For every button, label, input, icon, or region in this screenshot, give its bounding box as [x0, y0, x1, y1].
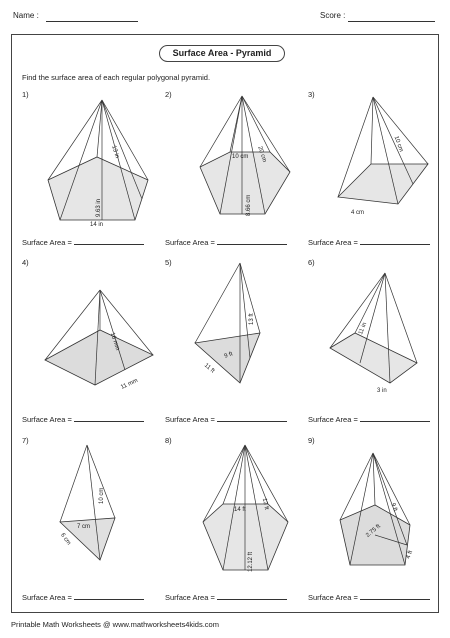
dimension-label: 11 mm [120, 377, 139, 391]
dimension-label: 11 ft [202, 362, 216, 375]
dimension-label: 12.12 ft [248, 551, 254, 572]
dimension-label: 16 mm [108, 331, 121, 352]
problem-number: 6) [308, 258, 315, 267]
score-field[interactable] [348, 21, 435, 22]
problem-number: 3) [308, 90, 315, 99]
answer-row [22, 592, 144, 602]
footer-credit: Printable Math Worksheets @ www.mathworksheets4kids.com [11, 620, 219, 629]
answer-field[interactable] [217, 237, 287, 245]
answer-label: Surface Area = [165, 593, 215, 602]
dimension-label: 8.66 cm [246, 194, 252, 216]
answer-label: Surface Area = [22, 415, 72, 424]
answer-row [308, 237, 430, 247]
square-pyramid-figure [40, 285, 160, 395]
dimension-label: 10 cm [99, 487, 105, 504]
answer-row [165, 592, 287, 602]
answer-field[interactable] [360, 237, 430, 245]
square-pyramid-figure [333, 92, 433, 222]
answer-field[interactable] [217, 592, 287, 600]
dimension-label: 9 ft [223, 351, 234, 360]
answer-row [22, 237, 144, 247]
answer-label: Surface Area = [22, 593, 72, 602]
dimension-label: 13 in [110, 144, 120, 160]
hexagonal-pyramid-figure [198, 442, 293, 577]
dimension-label: 11 in [358, 321, 369, 336]
answer-field[interactable] [74, 237, 144, 245]
dimension-label: 13 ft [260, 497, 270, 511]
answer-field[interactable] [360, 414, 430, 422]
answer-field[interactable] [74, 414, 144, 422]
answer-row [308, 592, 430, 602]
dimension-label: 10 cm [392, 135, 404, 153]
problem-number: 5) [165, 258, 172, 267]
hexagonal-pyramid-figure [190, 92, 300, 227]
dimension-label: 9.63 in [96, 198, 102, 217]
pentagonal-pyramid-figure [335, 450, 425, 575]
answer-row [22, 414, 144, 424]
dimension-label: 13 ft [249, 313, 255, 325]
triangular-pyramid-figure [55, 440, 125, 570]
dimension-label: 4 ft [405, 549, 415, 560]
problem-number: 1) [22, 90, 29, 99]
dimension-label: 2.75 ft [365, 523, 382, 539]
dimension-label: 9 ft [389, 502, 398, 513]
name-field[interactable] [46, 21, 138, 22]
problem-number: 2) [165, 90, 172, 99]
problem-number: 8) [165, 436, 172, 445]
answer-field[interactable] [217, 414, 287, 422]
worksheet-title: Surface Area - Pyramid [159, 45, 285, 62]
answer-field[interactable] [74, 592, 144, 600]
answer-row [165, 237, 287, 247]
answer-label: Surface Area = [308, 593, 358, 602]
answer-label: Surface Area = [165, 238, 215, 247]
dimension-label: 4 cm [351, 210, 365, 216]
instructions: Find the surface area of each regular polygonal pyramid. [22, 73, 211, 82]
pentagonal-pyramid-figure [40, 95, 160, 230]
answer-label: Surface Area = [308, 238, 358, 247]
square-pyramid-figure [325, 268, 425, 393]
dimension-label: 3 in [377, 388, 387, 394]
answer-field[interactable] [360, 592, 430, 600]
problem-number: 7) [22, 436, 29, 445]
answer-row [165, 414, 287, 424]
score-label: Score : [320, 11, 346, 20]
answer-row [308, 414, 430, 424]
dimension-label: 6 cm [59, 532, 72, 547]
problem-number: 4) [22, 258, 29, 267]
answer-label: Surface Area = [308, 415, 358, 424]
triangular-pyramid-figure [190, 258, 270, 393]
dimension-label: 7 cm [77, 524, 91, 530]
dimension-label: 20 cm [256, 145, 268, 164]
dimension-label: 14 in [90, 222, 104, 228]
problem-number: 9) [308, 436, 315, 445]
dimension-label: 10 cm [232, 154, 249, 160]
answer-label: Surface Area = [165, 415, 215, 424]
answer-label: Surface Area = [22, 238, 72, 247]
name-label: Name : [13, 11, 39, 20]
dimension-label: 14 ft [234, 507, 246, 513]
